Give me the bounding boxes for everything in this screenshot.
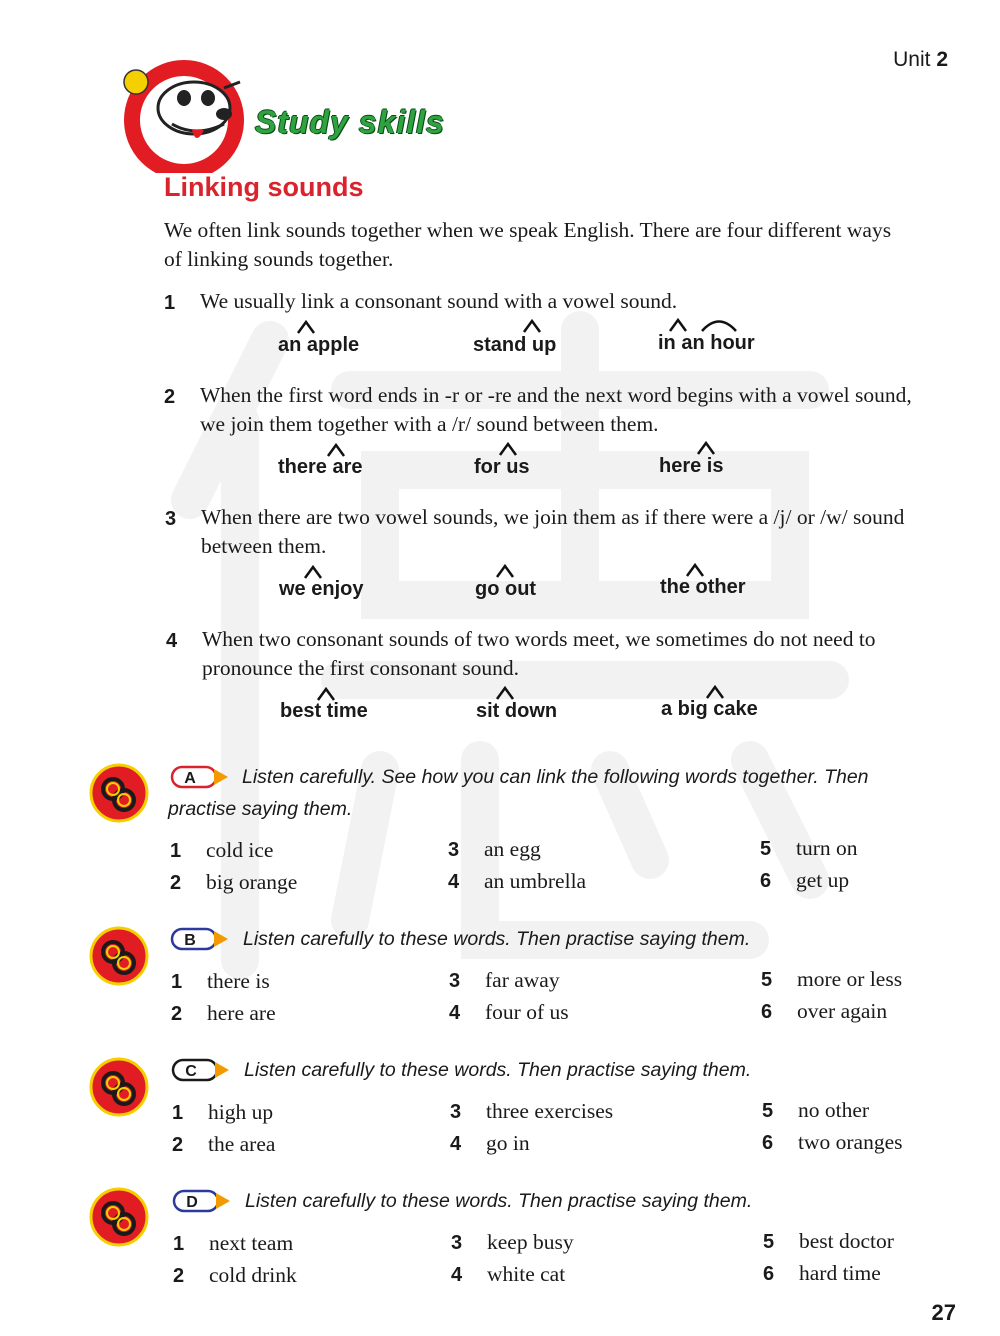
list-item: 3 three exercises — [450, 1099, 614, 1123]
rule-text: We usually link a consonant sound with a vowel sound. — [200, 289, 678, 313]
list-item: 4 white cat — [451, 1262, 566, 1286]
list-item: 1 there is — [171, 969, 270, 993]
example-word: go out — [475, 578, 537, 600]
link-arc-icon — [668, 318, 688, 332]
unit-label: Unit 2 — [893, 48, 948, 71]
link-arc-icon — [696, 441, 716, 455]
exercise-instruction: Listen carefully to these words. Then practise saying them. — [244, 1059, 752, 1081]
link-arc-icon — [296, 320, 316, 334]
list-item: 4 four of us — [449, 1000, 569, 1024]
list-item: 5 turn on — [760, 836, 858, 860]
list-item: 6 hard time — [763, 1261, 881, 1285]
exercise-letter: A — [184, 770, 196, 787]
example-word: the other — [660, 576, 746, 598]
link-arc-icon — [316, 687, 336, 701]
link-arc-icon — [700, 318, 738, 332]
rule-text: When there are two vowel sounds, we join them as if there were a /j/ or /w/ sound between them. — [201, 505, 905, 558]
rule-number: 3 — [165, 508, 177, 530]
link-arc-icon — [498, 442, 518, 456]
link-arc-icon — [303, 565, 323, 579]
rule-text: When two consonant sounds of two words meet, we sometimes do not need to pronounce the first consonant sound. — [202, 627, 876, 680]
audio-cd-icon[interactable] — [88, 762, 150, 824]
exercise-instruction: Listen carefully. See how you can link the following words together. Then practise saying them. — [168, 766, 869, 820]
intro-paragraph: We often link sounds together when we speak English. There are four different ways of linking sounds together. — [164, 218, 892, 271]
link-arc-icon — [522, 319, 542, 333]
rule-number: 2 — [164, 386, 176, 408]
exercise-letter-badge — [170, 927, 230, 951]
example-word: an apple — [278, 334, 360, 356]
link-arc-icon — [685, 563, 705, 577]
example-word: a big cake — [661, 698, 758, 720]
list-item: 5 more or less — [761, 967, 903, 991]
example-word: best time — [280, 700, 368, 722]
example-word: in an hour — [658, 332, 755, 354]
list-item: 3 an egg — [448, 837, 541, 861]
exercise-letter-badge — [171, 1058, 231, 1082]
list-item: 6 two oranges — [762, 1130, 903, 1154]
list-item: 2 big orange — [170, 870, 298, 894]
list-item: 1 high up — [172, 1100, 274, 1124]
list-item: 1 next team — [173, 1231, 294, 1255]
example-word: sit down — [476, 700, 558, 722]
exercise-letter: C — [185, 1063, 197, 1080]
list-item: 3 keep busy — [451, 1230, 574, 1254]
audio-cd-icon[interactable] — [88, 925, 150, 987]
list-item: 2 cold drink — [173, 1263, 297, 1287]
audio-cd-icon[interactable] — [88, 1186, 150, 1248]
exercise-instruction: Listen carefully to these words. Then practise saying them. — [243, 928, 751, 950]
example-word: there are — [278, 456, 363, 478]
section-title: Study skills — [255, 104, 445, 140]
list-item: 2 here are — [171, 1001, 276, 1025]
exercise-letter-badge — [172, 1189, 232, 1213]
link-arc-icon — [705, 685, 725, 699]
rule-text: When the first word ends in -r or -re and the next word begins with a vowel sound, we join them together with a /r/ sound between them. — [200, 383, 912, 436]
exercise-letter: D — [186, 1194, 198, 1211]
list-item: 4 an umbrella — [448, 869, 587, 893]
example-word: for us — [474, 456, 530, 478]
page-number: 27 — [931, 1300, 956, 1325]
list-item: 5 best doctor — [763, 1229, 894, 1253]
example-word: here is — [659, 455, 724, 477]
exercise-letter: B — [184, 932, 196, 949]
link-arc-icon — [495, 564, 515, 578]
example-word: stand up — [473, 334, 557, 356]
rule-number: 4 — [166, 630, 178, 652]
example-word: we enjoy — [279, 578, 364, 600]
rule-number: 1 — [164, 292, 176, 314]
section-subtitle: Linking sounds — [164, 172, 364, 202]
list-item: 3 far away — [449, 968, 560, 992]
audio-cd-icon[interactable] — [88, 1056, 150, 1118]
link-arc-icon — [495, 686, 515, 700]
list-item: 1 cold ice — [170, 838, 274, 862]
list-item: 5 no other — [762, 1098, 870, 1122]
link-arc-icon — [326, 443, 346, 457]
list-item: 6 get up — [760, 868, 850, 892]
list-item: 2 the area — [172, 1132, 276, 1156]
list-item: 4 go in — [450, 1131, 530, 1155]
list-item: 6 over again — [761, 999, 888, 1023]
exercise-instruction: Listen carefully to these words. Then practise saying them. — [245, 1190, 753, 1212]
